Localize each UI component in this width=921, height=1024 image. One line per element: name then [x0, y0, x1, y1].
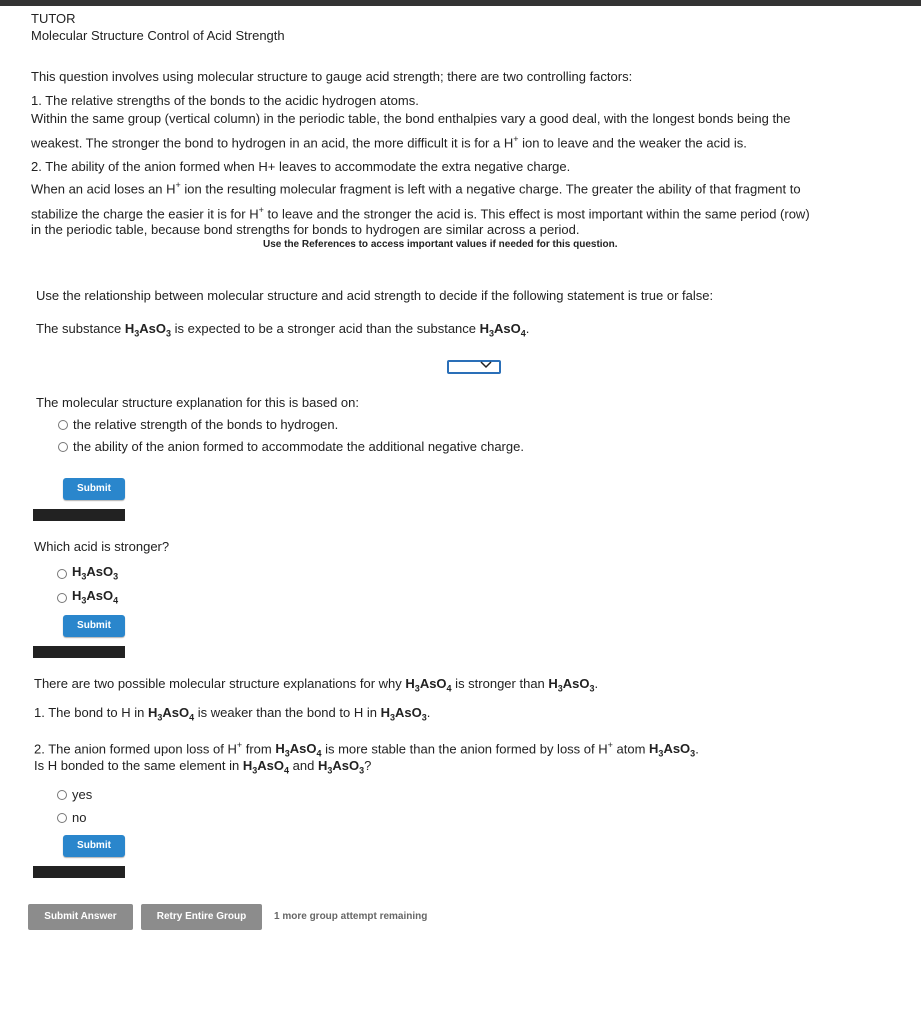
- divider-bar: [33, 509, 125, 521]
- retry-group-button[interactable]: Retry Entire Group: [141, 904, 262, 930]
- formula-h3aso4: $H_3AsO_4$: [479, 321, 526, 339]
- true-false-dropdown[interactable]: [447, 360, 501, 374]
- tutor-label: TUTOR: [31, 11, 76, 26]
- q3-explanation-1: 1. The bond to H in $H_3AsO_4$ is weaker than the bond to H in $H_3AsO_3$.: [34, 705, 431, 723]
- q2-question: Which acid is stronger?: [34, 539, 170, 554]
- q3-explanation-2: 2. The anion formed upon loss of H+ from $H_3AsO_4$ is more stable than the anion formed by loss of H+ atom $H_3AsO_3$.: [34, 740, 699, 759]
- q2-option-h3aso3[interactable]: $H_3AsO_3$: [57, 562, 118, 587]
- radio-button[interactable]: [57, 790, 67, 800]
- intro-section: [31, 67, 911, 240]
- q3-question: Is H bonded to the same element in $H_3AsO_4$ and $H_3AsO_3$?: [34, 758, 372, 776]
- factor2-text-c: in the periodic table, because bond strengths for bonds to hydrogen are similar across a period.: [31, 221, 580, 237]
- q3-option-yes[interactable]: yes: [57, 785, 92, 805]
- radio-button[interactable]: [58, 420, 68, 430]
- q1-option-bond-strength[interactable]: the relative strength of the bonds to hydrogen.: [58, 415, 338, 435]
- q3-intro: There are two possible molecular structure explanations for why $H_3AsO_4$ is stronger than $H_3AsO_3$.: [34, 676, 599, 694]
- q2-option-h3aso4[interactable]: $H_3AsO_4$: [57, 586, 118, 611]
- radio-button[interactable]: [57, 593, 67, 603]
- divider-bar: [33, 646, 125, 658]
- intro-line: This question involves using molecular structure to gauge acid strength; there are two controlling factors:: [31, 69, 633, 84]
- factor1-text-a: Within the same group (vertical column) in the periodic table, the bond enthalpies vary a good deal, with the longest bonds being the: [31, 111, 791, 126]
- q3-option-no[interactable]: no: [57, 808, 86, 828]
- q1-option-anion-stability[interactable]: the ability of the anion formed to accommodate the additional negative charge.: [58, 437, 524, 457]
- factor2-text-a: When an acid loses an H+ ion the resulting molecular fragment is left with a negative charge. The greater the ability of that fragment to: [31, 180, 801, 197]
- divider-bar: [33, 866, 125, 878]
- q2-submit-button[interactable]: Submit: [63, 615, 125, 637]
- radio-button[interactable]: [58, 442, 68, 452]
- chevron-down-icon: [480, 361, 492, 372]
- formula-h3aso3: $H_3AsO_3$: [124, 321, 172, 339]
- factor2-text-b: stabilize the charge the easier it is for H+ to leave and the stronger the acid is. This effect is most important within the same period (row): [31, 204, 810, 221]
- top-bar: [0, 0, 921, 6]
- q3-submit-button[interactable]: Submit: [63, 835, 125, 857]
- attempts-remaining: 1 more group attempt remaining: [274, 911, 428, 922]
- radio-button[interactable]: [57, 813, 67, 823]
- factor1-title: 1. The relative strengths of the bonds to the acidic hydrogen atoms.: [31, 93, 419, 108]
- page-title: Molecular Structure Control of Acid Strength: [31, 28, 285, 43]
- q1-statement: The substance $H_3AsO_3$ is expected to be a stronger acid than the substance $H_3AsO_4$.: [36, 321, 530, 339]
- submit-answer-button[interactable]: Submit Answer: [28, 904, 133, 930]
- radio-button[interactable]: [57, 569, 67, 579]
- q1-submit-button[interactable]: Submit: [63, 478, 125, 500]
- factor1-text-b: weakest. The stronger the bond to hydrogen in an acid, the more difficult it is for a H+ ion to leave and the weaker the acid is.: [31, 134, 747, 151]
- factor2-title: 2. The ability of the anion formed when H+ leaves to accommodate the extra negative charge.: [31, 159, 571, 175]
- q1-explanation-label: The molecular structure explanation for this is based on:: [36, 395, 360, 410]
- q1-instruction: Use the relationship between molecular structure and acid strength to decide if the following statement is true or false:: [36, 288, 714, 303]
- references-note: Use the References to access important values if needed for this question.: [263, 239, 618, 250]
